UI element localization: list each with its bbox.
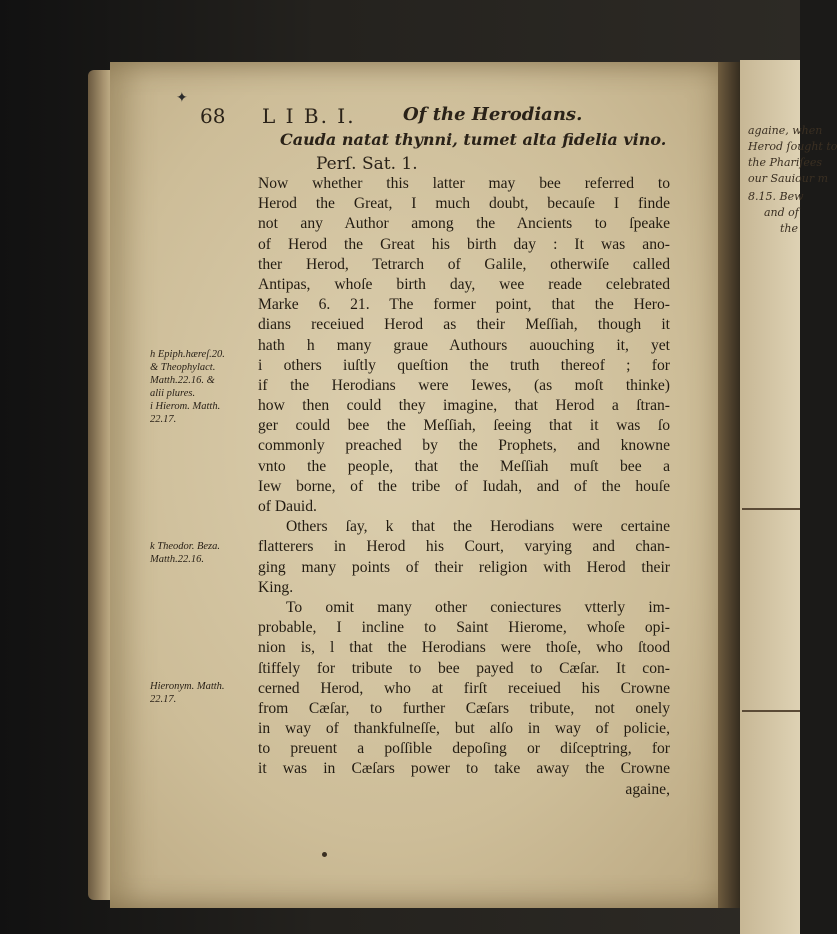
margin-note-line: 22.17. xyxy=(150,414,177,425)
text-line: dians receiued Herod as their Meſſiah, though it xyxy=(258,316,670,334)
text-line: commonly preached by the Prophets, and knowne xyxy=(258,437,670,455)
stray-mark: ✦ xyxy=(176,90,188,106)
text-line: probable, I incline to Saint Hierome, whoſe opi- xyxy=(258,619,670,637)
margin-note-line: k Theodor. Beza. xyxy=(150,541,220,552)
margin-note-line: Matth.22.16. & xyxy=(150,375,215,386)
facing-page xyxy=(740,60,837,934)
margin-note-line: alii plures. xyxy=(150,388,196,399)
text-line: King. xyxy=(258,578,294,596)
text-line: Others ſay, k that the Herodians were certaine xyxy=(286,518,670,536)
margin-note-line: Hieronym. Matth. xyxy=(150,681,225,692)
text-line: flatterers in Herod his Court, varying and chan- xyxy=(258,538,670,556)
margin-note xyxy=(150,680,225,706)
body-text xyxy=(258,174,670,800)
facing-fragment: againe, when xyxy=(748,124,823,137)
ink-dot xyxy=(322,852,327,857)
facing-fragment: our Sauiour m xyxy=(748,172,829,185)
margin-note-line: h Epiph.hæreſ.20. xyxy=(150,349,225,360)
text-line: vnto the people, that the Meſſiah muſt bee a xyxy=(258,457,670,475)
text-line: from Cæſar, to further Cæſars tribute, not onely xyxy=(258,699,670,717)
text-line: Antipas, whoſe birth day, wee reade celebrated xyxy=(258,275,670,293)
epigraph-quote: Cauda natat thynni, tumet alta fidelia vino. xyxy=(280,130,667,149)
margin-note-line: & Theophylact. xyxy=(150,362,216,373)
epigraph-source: Perſ. Sat. 1. xyxy=(316,154,418,174)
facing-rule xyxy=(742,710,800,712)
text-line: Iew borne, of the tribe of Iudah, and of the houſe xyxy=(258,477,670,495)
text-line: i others iuſtly queſtion the truth thereof ; for xyxy=(258,356,670,374)
text-line: hath h many graue Authours auouching it, yet xyxy=(258,336,670,354)
text-line: Marke 6. 21. The former point, that the Hero- xyxy=(258,296,670,314)
margin-note-line: 22.17. xyxy=(150,694,177,705)
facing-fragment: the xyxy=(780,222,799,235)
text-line: ther Herod, Tetrarch of Galile, otherwiſe called xyxy=(258,255,670,273)
margin-note xyxy=(150,348,225,426)
facing-fragment: Herod ſought to xyxy=(748,140,837,153)
facing-fragment: the Phariſees xyxy=(748,156,823,169)
text-line: in way of thankfulneſſe, but alſo in way of policie, xyxy=(258,720,670,738)
text-line: cerned Herod, who at firſt receiued his Crowne xyxy=(258,679,670,697)
margin-note-line: i Hierom. Matth. xyxy=(150,401,221,412)
text-line: ſtiffely for tribute to bee payed to Cæſar. It con- xyxy=(258,659,670,677)
page-number: 68 xyxy=(200,104,226,128)
margin-note xyxy=(150,540,220,566)
text-line: ger could bee the Meſſiah, ſeeing that it was ſo xyxy=(258,417,670,435)
catchword: againe, xyxy=(625,780,670,798)
book-number: L I B. I. xyxy=(262,104,356,128)
facing-fragment: and of xyxy=(764,206,799,219)
text-line: not any Author among the Ancients to ſpeake xyxy=(258,215,670,233)
text-line: if the Herodians were Iewes, (as moſt thinke) xyxy=(258,376,670,394)
text-line: nion is, l that the Herodians were thoſe, who ſtood xyxy=(258,639,670,657)
text-line: it was in Cæſars power to take away the Crowne xyxy=(258,760,670,778)
margin-note-line: Matth.22.16. xyxy=(150,554,204,565)
text-line: Herod the Great, I much doubt, becauſe I finde xyxy=(258,195,670,213)
running-title: Of the Herodians. xyxy=(403,104,583,125)
facing-rule xyxy=(742,508,800,510)
text-line: of Herod the Great his birth day : It was ano- xyxy=(258,235,670,253)
text-line: Now whether this latter may bee referred to xyxy=(258,175,670,192)
facing-fragment: 8.15. Bew xyxy=(748,190,804,203)
text-line: ging many points of their religion with Herod their xyxy=(258,558,670,576)
text-line: To omit many other coniectures vtterly im- xyxy=(286,598,670,616)
text-line: of Dauid. xyxy=(258,498,317,515)
text-line: how then could they imagine, that Herod a ſtran- xyxy=(258,397,670,415)
text-line: to preuent a poſſible depoſing or diſceptring, for xyxy=(258,740,670,758)
